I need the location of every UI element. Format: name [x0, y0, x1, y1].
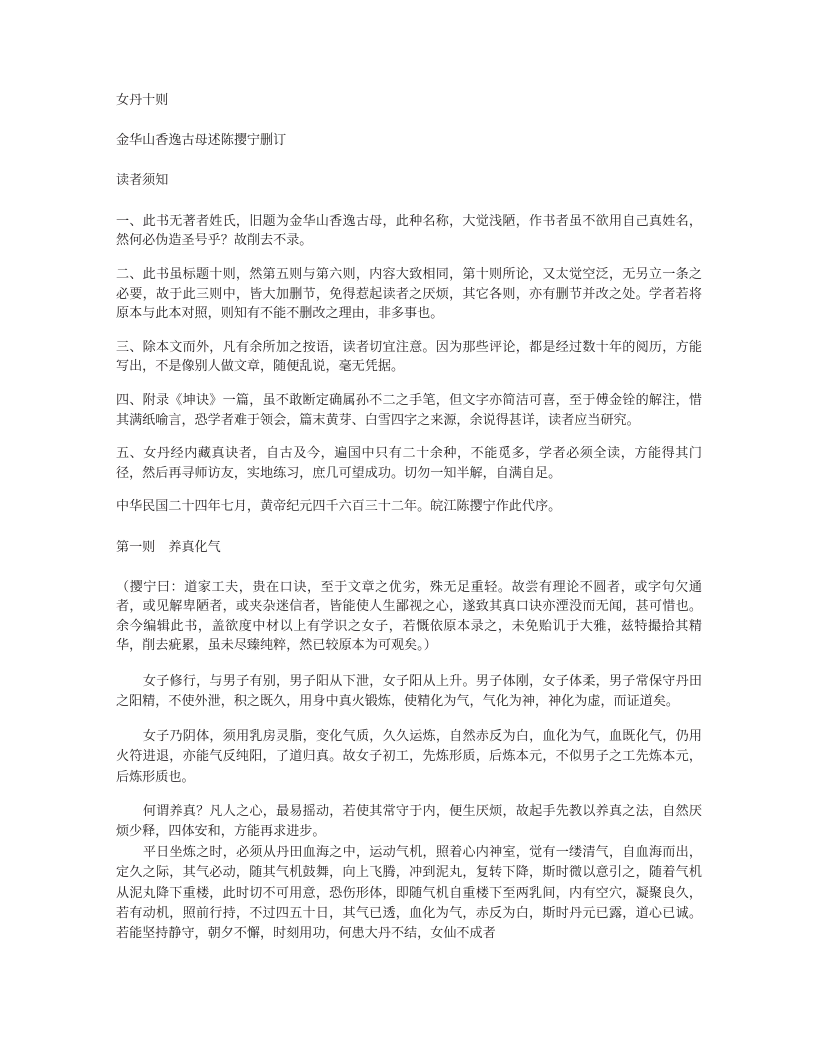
- notice-item-5: 五、女丹经内藏真诀者，自古及今，遍国中只有二十余种，不能觅多，学者必须全读，方能得其门径，然后再寻师访友，实地练习，庶几可望成功。切勿一知半解，自满自足。: [116, 445, 702, 480]
- body-paragraph-1: 女子修行，与男子有别，男子阳从下泄，女子阳从上升。男子体刚，女子体柔，男子常保守丹田之阳精，不使外泄，积之既久，用身中真火锻炼，使精化为气，气化为神，神化为虚，而证道矣。: [116, 672, 702, 709]
- document-content: [116, 90, 702, 944]
- document-byline: 金华山香逸古母述陈撄宁删订: [116, 131, 287, 147]
- notice-item-2: 二、此书虽标题十则，然第五则与第六则，内容大致相同，第十则所论，又太觉空泛，无另立一条之必要，故于此三则中，皆大加删节，免得惹起读者之厌烦，其它各则，亦有删节并改之处。学者若将原本与此本对照，则知有不能不删改之理由，非多事也。: [116, 265, 702, 321]
- editor-note: （撄宁曰：道家工夫，贵在口诀，至于文章之优劣，殊无足重轻。故尝有理论不圆者，或字句欠通者，或见解卑陋者，或夹杂迷信者，皆能使人生鄙视之心，遂致其真口诀亦湮没而无闻，甚可惜也。余今编辑此书，盖欲度中材以上有学识之女子，若慨依原本录之，未免贻讥于大雅，兹特撮拾其精华，削去疵累，虽未尽臻纯粹，然已较原本为可观矣。）: [116, 578, 702, 653]
- body-paragraph-3: 何谓养真？凡人之心，最易摇动，若使其常守于内，便生厌烦，故起手先教以养真之法，自然厌烦少释，四体安和，方能再求进步。: [116, 802, 702, 839]
- notice-item-1: 一、此书无著者姓氏，旧题为金华山香逸古母，此种名称，大觉浅陋，作书者虽不欲用自己真姓名，然何必伪造圣号乎？故削去不录。: [116, 212, 702, 248]
- reader-notice-heading: 读者须知: [116, 172, 169, 188]
- section-title-chapter-one: 第一则 养真化气: [116, 538, 221, 554]
- body-paragraph-4: 平日坐炼之时，必须从丹田血海之中，运动气机，照着心内神室，觉有一缕清气，自血海而出，定久之际，其气必动，随其气机鼓舞，向上飞腾，冲到泥丸，复转下降，斯时微以意引之，随着气机从泥丸降下重楼，此时切不可用意，恐伤形体，即随气机自重楼下至两乳间，内有空穴，凝聚良久，若有动机，照前行持，不过四五十日，其气已透，血化为气，赤反为白，斯时丹元已露，道心已诚。若能坚持静守，朝夕不懈，时刻用功，何患大丹不结，女仙不成者: [116, 843, 702, 941]
- notice-item-4: 四、附录《坤诀》一篇，虽不敢断定确属孙不二之手笔，但文字亦简洁可喜，至于傅金铨的解注，惜其满纸喻言，恐学者难于领会，篇末黄芽、白雪四字之来源，余说得甚详，读者应当研究。: [116, 391, 702, 427]
- document-title: 女丹十则: [116, 92, 169, 107]
- document-dateline: 中华民国二十四年七月，黄帝纪元四千六百三十二年。皖江陈撄宁作此代序。: [116, 498, 562, 514]
- body-paragraph-2: 女子乃阴体，须用乳房灵脂，变化气质，久久运炼，自然赤反为白，血化为气，血既化气，仍用火符进退，亦能气反纯阳，了道归真。故女子初工，先炼形质，后炼本元，不似男子之工先炼本元，后炼形质也。: [116, 727, 702, 784]
- notice-item-3: 三、除本文而外，凡有余所加之按语，读者切宜注意。因为那些评论，都是经过数十年的阅历，方能写出，不是像别人做文章，随便乱说，毫无凭据。: [116, 338, 702, 374]
